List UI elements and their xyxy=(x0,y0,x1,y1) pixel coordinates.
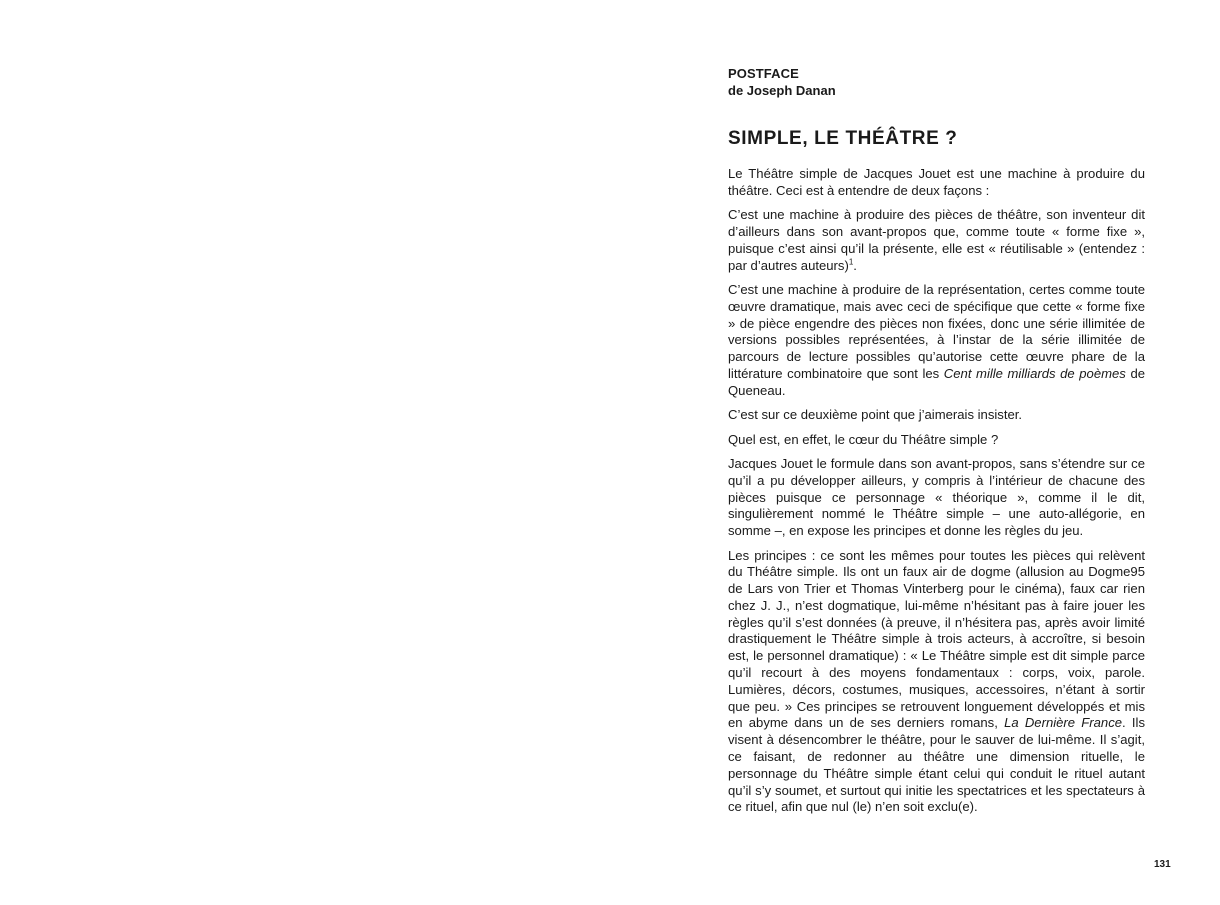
author-line: de Joseph Danan xyxy=(728,83,836,98)
chapter-title: SIMPLE, LE THÉÂTRE ? xyxy=(728,128,958,149)
footnote-ref-1[interactable]: 1 xyxy=(848,257,854,267)
paragraph-3-end: de Queneau. xyxy=(728,365,1146,398)
paragraph-7 xyxy=(728,548,1145,817)
page-number: 131 xyxy=(1154,859,1171,870)
paragraph-2-end: . xyxy=(853,257,857,273)
paragraph-7-end: . Ils visent à désencombrer le théâtre, pour le sauver de lui-même. Il s’agit, ce faisant, de redonner au théâtre une dimension rituelle, le personnage du Théâtre simple étant celui qui conduit le rituel autant qu’il s’y soumet, et surtout qui initie les spectatrices et les spectateurs à ce rituel, afin que nul (le) n’en soit exclu(e). xyxy=(728,715,1145,815)
paragraph-3 xyxy=(728,282,1145,400)
section-kicker: POSTFACE xyxy=(728,66,799,81)
paragraph-6: Jacques Jouet le formule dans son avant-propos, sans s’étendre sur ce qu’il a pu développer ailleurs, y compris à l’intérieur de chacune des pièces puisque ce personnage « théorique », comme il le dit, singulièrement nommé le Théâtre simple – une auto-allégorie, en somme –, en expose les principes et donne les règles du jeu. xyxy=(728,455,1145,539)
postface-header xyxy=(728,65,1148,99)
paragraph-3-text: C’est une machine à produire de la représentation, certes comme toute œuvre dramatique, mais avec ceci de spécifique que cette « forme fixe » de pièce engendre des pièces non fixées, donc une série illimitée de versions possibles représentées, à l’instar de la série illimitée de parcours de lecture possibles qu’autorise cette œuvre phare de la littérature combinatoire que sont les xyxy=(728,281,1145,381)
paragraph-4: C’est sur ce deuxième point que j’aimerais insister. xyxy=(728,407,1023,423)
paragraph-1: Le Théâtre simple de Jacques Jouet est une machine à produire du théâtre. Ceci est à entendre de deux façons : xyxy=(728,166,1145,198)
body-text xyxy=(728,166,1145,824)
paragraph-2 xyxy=(728,207,1145,274)
paragraph-7-italic-title: La Dernière France xyxy=(1004,715,1123,731)
paragraph-7-text: Les principes : ce sont les mêmes pour toutes les pièces qui relèvent du Théâtre simple. Ils ont un faux air de dogme (allusion au Dogme95 de Lars von Trier et Thomas Vinterberg pour le cinéma), faux car rien chez J. J., n’est dogmatique, lui-même n’hésitant pas à faire jouer les règles qu’il s’est données (à preuve, il n’hésitera pas, après avoir limité drastiquement le Théâtre simple à trois acteurs, à accroître, si besoin est, le personnel dramatique) : « Le Théâtre simple est dit simple parce qu’il recourt à des moyens fondamentaux : corps, voix, parole. Lumières, décors, costumes, musiques, accessoires, n’étant à sortir que peu. » Ces principes se retrouvent longuement développés et mis en abyme dans un de ses derniers romans, xyxy=(728,547,1145,731)
right-page xyxy=(610,0,1220,905)
paragraph-2-text: C’est une machine à produire des pièces de théâtre, son inventeur dit d’ailleurs dans son avant-propos que, comme toute « forme fixe », puisque c’est ainsi qu’il la présente, elle est « réutilisable » (entendez : par d’autres auteurs) xyxy=(728,207,1145,273)
paragraph-3-italic-title: Cent mille milliards de poèmes xyxy=(943,365,1126,381)
paragraph-5: Quel est, en effet, le cœur du Théâtre simple ? xyxy=(728,431,999,447)
